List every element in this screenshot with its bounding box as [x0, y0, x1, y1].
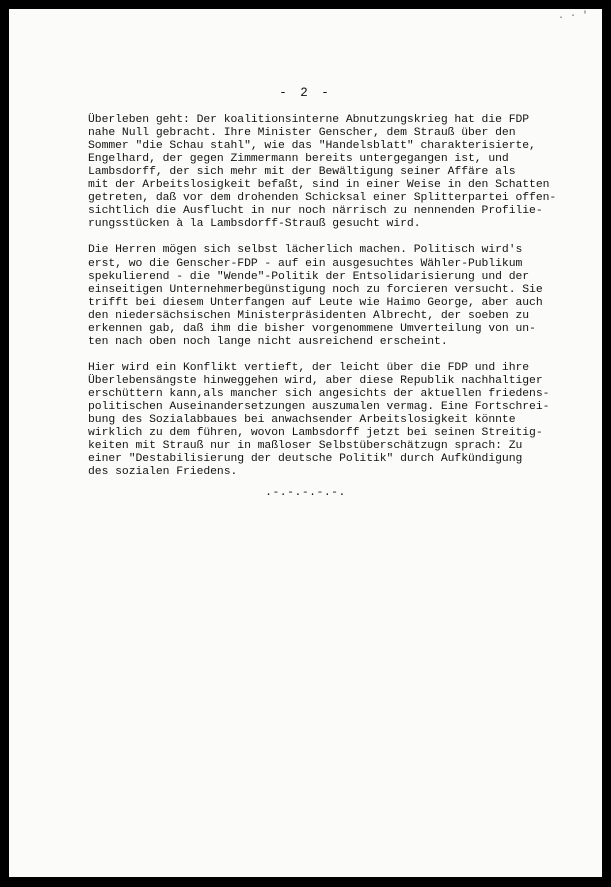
- text-line: Sommer "die Schau stahl", wie das "Handelsblatt" charakterisierte,: [88, 140, 536, 153]
- text-line: einseitigen Unternehmerbegünstigung noch zu forcieren versucht. Sie: [88, 283, 543, 296]
- end-separator: .-.-.-.-.-.: [265, 487, 346, 499]
- text-line: getreten, daß vor dem drohenden Schicksal einer Splitterpartei offen-: [88, 192, 557, 205]
- text-line: Engelhard, der gegen Zimmermann bereits untergegangen ist, und: [88, 153, 509, 166]
- text-line: den niedersächsischen Ministerpräsidenten Albrecht, der soeben zu: [88, 309, 530, 322]
- text-line: erkennen gab, daß ihm die bisher vorgenommene Umverteilung von un-: [88, 322, 536, 335]
- text-line: Überlebensängste hinweggehen wird, aber diese Republik nachhaltiger: [88, 374, 543, 387]
- text-line: nahe Null gebracht. Ihre Minister Genscher, dem Strauß über den: [88, 127, 516, 140]
- text-line: keiten mit Strauß nur in maßloser Selbstüberschätzugn sprach: Zu: [88, 440, 523, 453]
- text-line: einer "Destabilisierung der deutsche Politik" durch Aufkündigung: [88, 453, 523, 466]
- document-page: [9, 9, 602, 877]
- paragraph-2: [88, 244, 568, 348]
- text-line: erst, wo die Genscher-FDP - auf ein ausgesuchtes Wähler-Publikum: [88, 257, 523, 270]
- paragraph-3: [88, 362, 568, 479]
- text-line: bung des Sozialabbaues bei anwachsender Arbeitslosigkeit könnte: [88, 414, 516, 427]
- text-line: trifft bei diesem Unterfangen auf Leute wie Haimo George, aber auch: [88, 296, 543, 309]
- text-line: mit der Arbeitslosigkeit befaßt, sind in einer Weise in den Schatten: [88, 179, 550, 192]
- text-line: des sozialen Friedens.: [88, 466, 238, 479]
- body-text: [88, 114, 568, 492]
- text-line: politischen Auseinandersetzungen auszumalen vermag. Eine Fortschrei-: [88, 401, 550, 414]
- text-line: Die Herren mögen sich selbst lächerlich machen. Politisch wird's: [88, 244, 523, 257]
- text-line: rungsstücken à la Lambsdorff-Strauß gesucht wird.: [88, 218, 421, 231]
- text-line: ten nach oben noch lange nicht ausreichend erscheint.: [88, 335, 448, 348]
- text-line: Überleben geht: Der koalitionsinterne Abnutzungskrieg hat die FDP: [88, 114, 530, 126]
- page-number: - 2 -: [279, 86, 332, 100]
- text-line: erschüttern kann,als mancher sich angesichts der aktuellen friedens-: [88, 387, 550, 400]
- text-line: Lambsdorff, der sich mehr mit der Bewältigung seiner Affäre als: [88, 166, 516, 179]
- text-line: wirklich zu dem führen, wovon Lambsdorff jetzt bei seinen Streitig-: [88, 427, 543, 440]
- scan-corner-mark: . · ': [557, 11, 588, 22]
- text-line: Hier wird ein Konflikt vertieft, der leicht über die FDP und ihre: [88, 361, 530, 374]
- text-line: spekulierend - die "Wende"-Politik der Entsolidarisierung und der: [88, 270, 530, 283]
- text-line: sichtlich die Ausflucht in nur noch närrisch zu nennenden Profilie-: [88, 205, 543, 218]
- paragraph-1: [88, 114, 568, 231]
